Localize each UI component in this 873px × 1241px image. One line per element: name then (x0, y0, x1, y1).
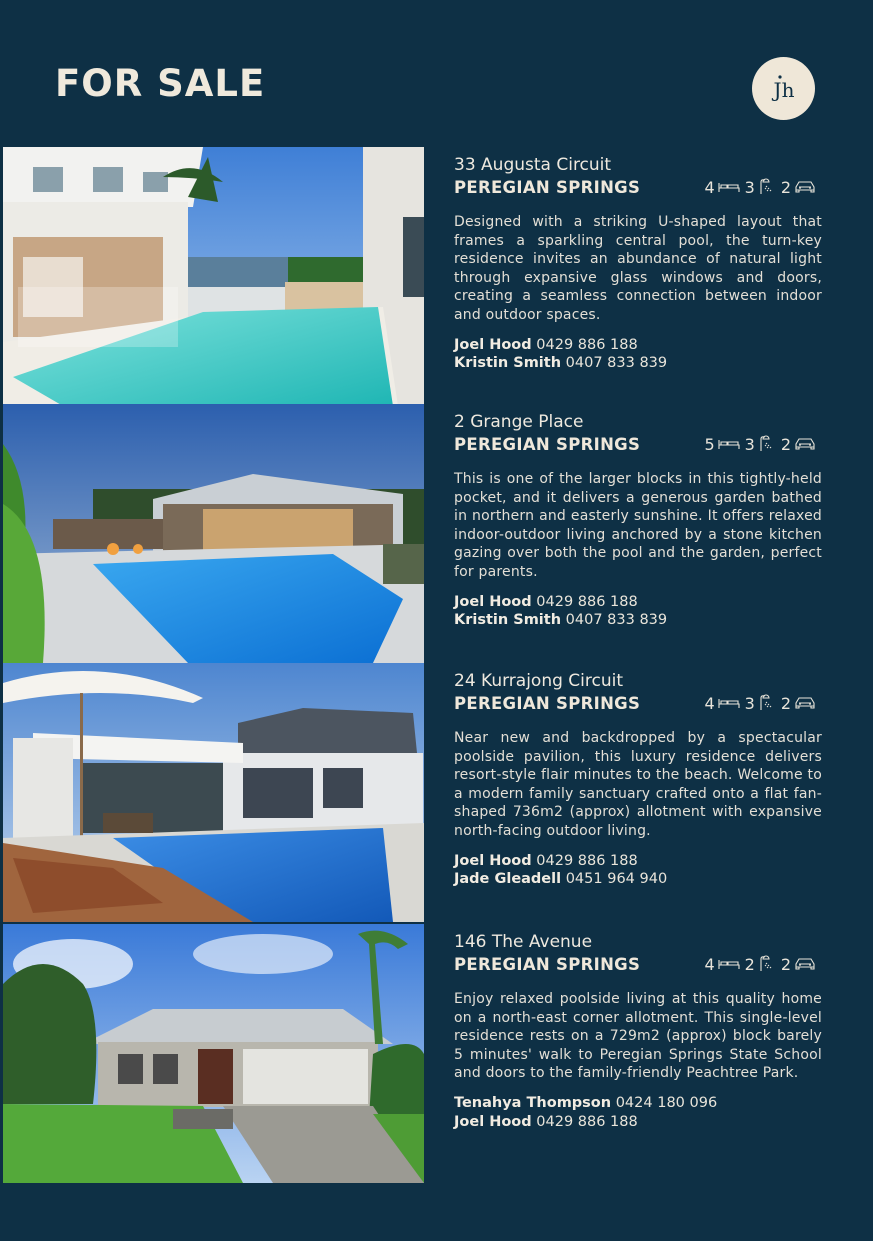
listing-agents (454, 336, 822, 373)
bed-icon (718, 437, 740, 451)
listing-info (454, 155, 822, 373)
listing-card[interactable] (0, 663, 873, 922)
house-photo-pool-courtyard (3, 147, 424, 406)
house-photo-front-facade (3, 924, 424, 1183)
listing-agents (454, 593, 822, 630)
listing-suburb: PEREGIAN SPRINGS (454, 693, 641, 713)
bed-icon (718, 696, 740, 710)
listing-photo[interactable] (3, 404, 424, 663)
house-photo-dusk-pool (3, 404, 424, 663)
car-count: 2 (780, 434, 791, 454)
listing-features (702, 435, 816, 454)
listing-description: Near new and backdropped by a spectacular poolside pavilion, this luxury residence delivers resort-style flair minutes to the beach. Welcome to a modern family sanctuary crafted onto a flat fan-shaped 736m2 (approx) allotment with expansive north-facing outdoor living. (454, 730, 822, 839)
agent-contact[interactable]: Tenahya Thompson 0424 180 096 (454, 1094, 718, 1111)
car-icon (794, 696, 816, 710)
bath-count: 3 (744, 434, 755, 454)
bath-count: 3 (744, 177, 755, 197)
listing-card[interactable] (0, 924, 873, 1183)
listing-features (702, 694, 816, 713)
bed-count: 4 (704, 693, 715, 713)
agent-contact[interactable]: Joel Hood 0429 886 188 (454, 336, 638, 353)
page-title: FOR SALE (55, 62, 266, 105)
listing-description: This is one of the larger blocks in this tightly-held pocket, and it delivers a generous garden bathed in northern and easterly sunshine. It offers relaxed indoor-outdoor living anchored by a stone kitchen gazing over both the pool and the garden, perfect for parents. (454, 471, 822, 580)
bath-icon (758, 694, 776, 712)
car-icon (794, 957, 816, 971)
bath-icon (758, 178, 776, 196)
listing-address[interactable]: 24 Kurrajong Circuit (454, 671, 624, 691)
listing-address[interactable]: 33 Augusta Circuit (454, 155, 612, 175)
bed-count: 4 (704, 954, 715, 974)
logo-text: Jh (773, 77, 794, 102)
car-count: 2 (780, 693, 791, 713)
listing-features (702, 178, 816, 197)
agent-contact[interactable]: Joel Hood 0429 886 188 (454, 1113, 638, 1130)
agent-contact[interactable]: Kristin Smith 0407 833 839 (454, 355, 668, 372)
agent-contact[interactable]: Joel Hood 0429 886 188 (454, 593, 638, 610)
listing-description: Enjoy relaxed poolside living at this quality home on a north-east corner allotment. This single-level residence rests on a 729m2 (approx) block barely 5 minutes' walk to Peregian Springs State School and doors to the family-friendly Peachtree Park. (454, 991, 822, 1082)
car-count: 2 (780, 177, 791, 197)
bath-icon (758, 435, 776, 453)
listing-agents (454, 1094, 822, 1131)
agent-contact[interactable]: Joel Hood 0429 886 188 (454, 852, 638, 869)
listing-address[interactable]: 2 Grange Place (454, 412, 584, 432)
bath-count: 3 (744, 693, 755, 713)
listing-info (454, 671, 822, 889)
listing-suburb: PEREGIAN SPRINGS (454, 434, 641, 454)
listing-photo[interactable] (3, 663, 424, 922)
bed-icon (718, 957, 740, 971)
listing-info (454, 932, 822, 1131)
listing-description: Designed with a striking U-shaped layout that frames a sparkling central pool, the turn-key residence invites an abundance of natural light through expansive glass windows and doors, creating a seamless connection between indoor and outdoor spaces. (454, 214, 822, 323)
agent-contact[interactable]: Jade Gleadell 0451 964 940 (454, 871, 668, 888)
listing-card[interactable] (0, 404, 873, 663)
brand-logo (752, 57, 815, 120)
listing-address[interactable]: 146 The Avenue (454, 932, 593, 952)
house-photo-pavilion-pool (3, 663, 424, 922)
listing-agents (454, 852, 822, 889)
bed-count: 5 (704, 434, 715, 454)
agent-contact[interactable]: Kristin Smith 0407 833 839 (454, 612, 668, 629)
listing-suburb: PEREGIAN SPRINGS (454, 177, 641, 197)
listing-card[interactable] (0, 147, 873, 406)
listing-features (702, 955, 816, 974)
listing-photo[interactable] (3, 924, 424, 1183)
listing-suburb: PEREGIAN SPRINGS (454, 954, 641, 974)
car-count: 2 (780, 954, 791, 974)
bath-count: 2 (744, 954, 755, 974)
jh-logo-icon (764, 69, 804, 109)
listing-info (454, 412, 822, 630)
car-icon (794, 437, 816, 451)
bed-icon (718, 180, 740, 194)
listing-photo[interactable] (3, 147, 424, 406)
car-icon (794, 180, 816, 194)
bath-icon (758, 955, 776, 973)
bed-count: 4 (704, 177, 715, 197)
